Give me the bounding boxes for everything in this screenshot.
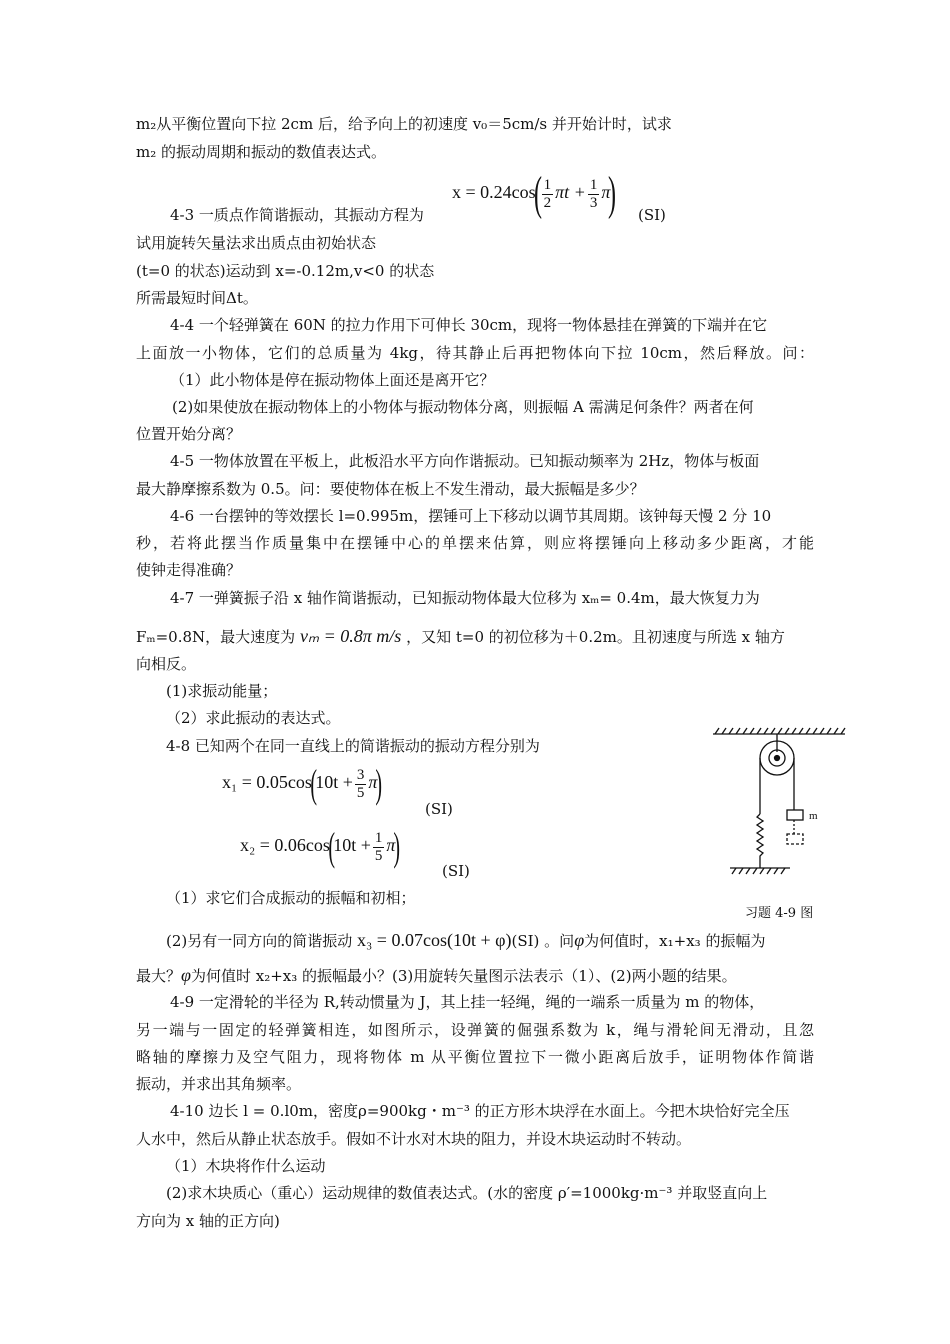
eq-term: 10t + (333, 835, 371, 856)
text-line: m₂ 的振动周期和振动的数值表达式。 (136, 143, 387, 161)
problem-4-7: 4-7 一弹簧振子沿 x 轴作简谐振动，已知振动物体最大位移为 xₘ= 0.4m，最大恢复力为 (170, 589, 760, 607)
eq-term: π (601, 182, 611, 203)
equation-x2: x₂ = 0.06cos(10t + $\frac{1}{5}$ π) (240, 824, 401, 869)
si-unit: (SI) (511, 932, 540, 950)
equation-x3: x₃ = 0.07cos(10t + φ) (357, 930, 512, 950)
text-span: 。问 (544, 932, 575, 950)
problem-4-6: 4-6 一台摆钟的等效摆长 l=0.995m，摆锤可上下移动以调节其周期。该钟每天慢 2 分 10 (170, 507, 772, 525)
mass-label: m (809, 810, 818, 822)
pulley-axle (775, 756, 780, 761)
text-line: (t=0 的状态)运动到 x=-0.12m,v<0 的状态 (136, 262, 435, 280)
frac-den: 3 (589, 194, 598, 211)
frac-den: 5 (356, 784, 365, 801)
eq-term: πt + (555, 182, 586, 203)
text-span: 为何值时，x₁+x₃ 的振幅为 (584, 932, 766, 950)
ceiling-hatch (715, 728, 845, 734)
frac-den: 5 (374, 847, 383, 864)
text-line: m₂从平衡位置向下拉 2cm 后，给予向上的初速度 v₀＝5cm/s 并开始计时，试求 (136, 115, 672, 133)
eq-term: π (386, 835, 396, 856)
text-span: 最大？ (136, 967, 182, 985)
text-line: 位置开始分离？ (136, 425, 242, 443)
equation-x1: x₁ = 0.05cos(10t + $\frac{3}{5}$ π) (222, 761, 383, 806)
text-line: 另一端与一固定的轻弹簧相连，如图所示，设弹簧的倔强系数为 k，绳与滑轮间无滑动，且忽 (136, 1021, 814, 1039)
problem-4-8: 4-8 已知两个在同一直线上的简谐振动的振动方程分别为 (166, 737, 540, 755)
si-unit: (SI) (442, 862, 470, 880)
text-line: (2)如果使放在振动物体上的小物体与振动物体分离，则振幅 A 需满足何条件？两者在何 (172, 398, 754, 416)
phi-symbol: φ (574, 930, 585, 950)
frac-num: 1 (543, 176, 552, 193)
ground-hatch (732, 868, 785, 874)
text-span: (2)另有一同方向的简谐振动 (166, 932, 353, 950)
text-line: 试用旋转矢量法求出质点由初始状态 (136, 234, 377, 252)
text-span: ，又知 t=0 的初位移为＋0.2m。且初速度与所选 x 轴方 (406, 628, 785, 646)
text-line (136, 626, 785, 647)
frac-num: 1 (589, 176, 598, 193)
si-unit: (SI) (638, 206, 666, 224)
text-line: （1）求它们合成振动的振幅和初相； (166, 889, 416, 907)
figure-caption: 习题 4-9 图 (745, 906, 814, 921)
text-line: （1）此小物体是停在振动物体上面还是离开它？ (170, 371, 495, 389)
pulley-spring-figure (705, 722, 850, 882)
eq-lhs: x₂ = 0.06cos (240, 835, 330, 856)
eq-lhs: x₁ = 0.05cos (222, 772, 312, 793)
mass-block (787, 810, 803, 820)
frac-num: 1 (374, 829, 383, 846)
equation-4-3: x = 0.24cos( $\frac{1}{2}$ πt + $\frac{1}{3}$ π) (452, 167, 617, 220)
displaced-mass (787, 834, 803, 844)
problem-4-5: 4-5 一物体放置在平板上，此板沿水平方向作谐振动。已知振动频率为 2Hz，物体与板面 (170, 452, 760, 470)
eq-term: 10t + (315, 772, 353, 793)
text-line: 振动，并求出其角频率。 (136, 1075, 302, 1093)
text-line: 使钟走得准确？ (136, 561, 242, 579)
phi-symbol: φ (181, 965, 191, 985)
frac-num: 3 (356, 766, 365, 783)
text-line: 所需最短时间Δt。 (136, 289, 258, 307)
spring (757, 814, 763, 868)
text-line: 上面放一小物体，它们的总质量为 4kg，待其静止后再把物体向下拉 10cm，然后释放。问： (136, 344, 814, 362)
max-velocity-expr: vₘ = 0.8π m/s (299, 626, 402, 646)
si-unit: (SI) (425, 800, 453, 818)
text-line: （1）木块将作什么运动 (166, 1157, 326, 1175)
text-line: （2）求此振动的表达式。 (166, 709, 341, 727)
text-line: (1)求振动能量； (166, 682, 278, 700)
text-line: (2)求木块质心（重心）运动规律的数值表达式。(水的密度 ρ′=1000kg·m⁻³ 并取竖直向上 (166, 1184, 768, 1202)
text-line: 向相反。 (136, 655, 197, 673)
text-line (166, 930, 765, 951)
problem-4-4: 4-4 一个轻弹簧在 60N 的拉力作用下可伸长 30cm，现将一物体悬挂在弹簧的下端并在它 (170, 316, 768, 334)
text-span: Fₘ=0.8N，最大速度为 (136, 628, 296, 646)
text-line: 略轴的摩擦力及空气阻力，现将物体 m 从平衡位置拉下一微小距离后放手，证明物体作简谐 (136, 1048, 814, 1066)
problem-4-3-intro: 4-3 一质点作简谐振动，其振动方程为 (170, 206, 424, 224)
text-span: 为何值时 x₂+x₃ 的振幅最小？(3)用旋转矢量图示法表示（1）、(2)两小题的结果。 (190, 967, 737, 985)
eq-lhs: x = 0.24cos (452, 182, 536, 203)
text-line: 人水中，然后从静止状态放手。假如不计水对木块的阻力，并设木块运动时不转动。 (136, 1130, 692, 1148)
text-line: 最大静摩擦系数为 0.5。问：要使物体在板上不发生滑动，最大振幅是多少？ (136, 480, 645, 498)
text-line: 秒，若将此摆当作质量集中在摆锤中心的单摆来估算，则应将摆锤向上移动多少距离，才能 (136, 534, 814, 552)
frac-den: 2 (543, 194, 552, 211)
text-line: 方向为 x 轴的正方向) (136, 1212, 280, 1230)
problem-4-10: 4-10 边长 l = 0.l0m，密度ρ=900kg・m⁻³ 的正方形木块浮在水面上。今把木块恰好完全压 (170, 1102, 790, 1120)
problem-4-9: 4-9 一定滑轮的半径为 R,转动惯量为 J，其上挂一轻绳，绳的一端系一质量为 m 的物体， (170, 993, 765, 1011)
text-line (136, 965, 737, 986)
eq-term: π (368, 772, 378, 793)
